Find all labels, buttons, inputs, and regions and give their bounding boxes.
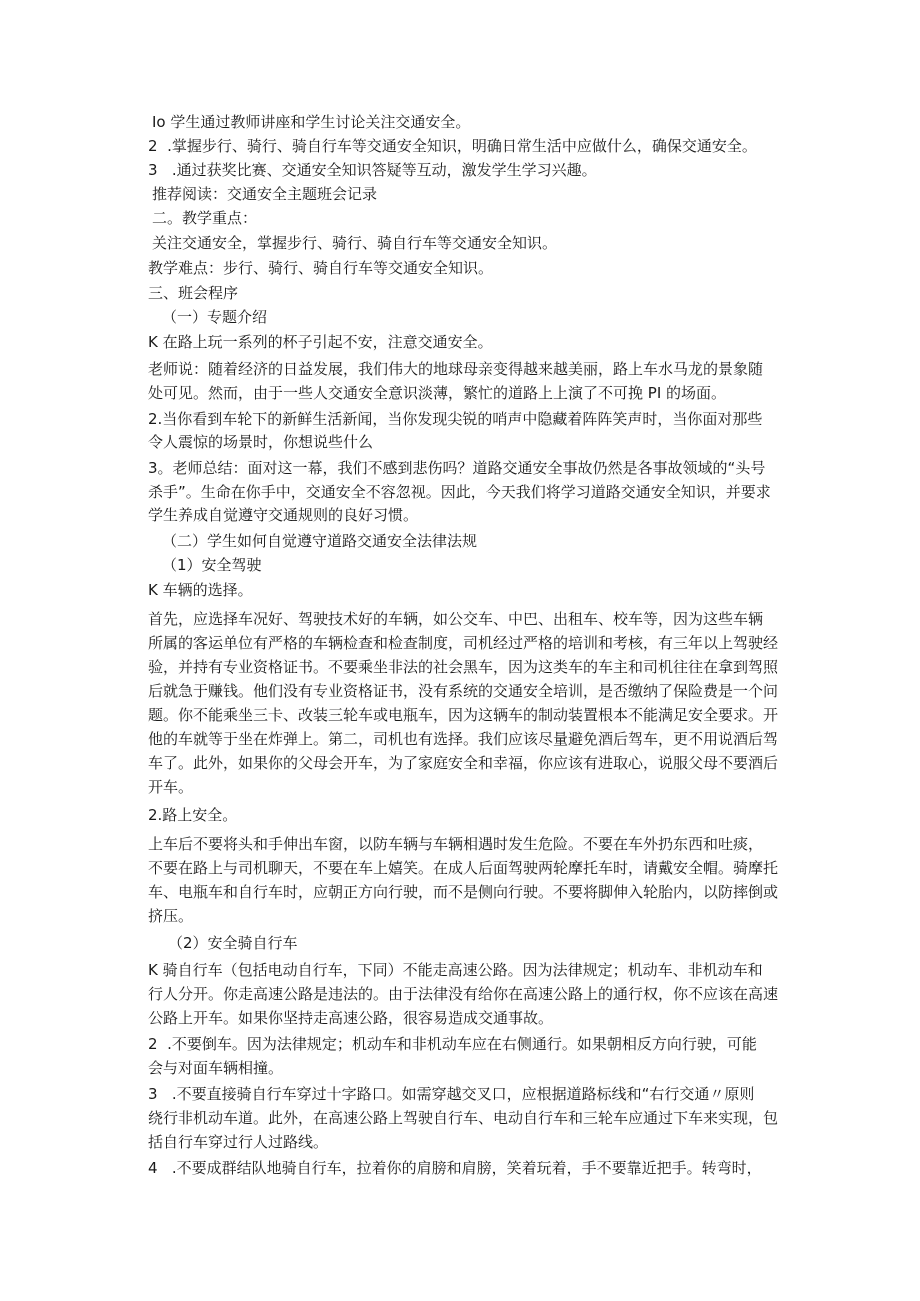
bike-2-line-1: 2 .不要倒车。因为法律规定；机动车和非机动车应在右侧通行。如果朝相反方向行驶，可能 xyxy=(148,1035,757,1053)
vehicle-para-1: 首先，应选择车况好、驾驶技术好的车辆，如公交车、中巴、出租车、校车等，因为这些车辆 xyxy=(148,610,764,628)
vehicle-para-5: 题。你不能乘坐三卡、改装三轮车或电瓶车，因为这辆车的制动装置根本不能满足安全要求。开 xyxy=(148,706,779,724)
objective-2: 2 .掌握步行、骑行、骑自行车等交通安全知识，明确日常生活中应做什么，确保交通安全。 xyxy=(148,137,757,155)
vehicle-para-4: 后就急于赚钱。他们没有专业资格证书，没有系统的交通安全培训，是否缴纳了保险费是一个问 xyxy=(148,682,779,700)
teacher-line-1: 老师说：随着经济的日益发展，我们伟大的地球母亲变得越来越美丽，路上车水马龙的景象随 xyxy=(148,360,764,378)
road-safety-title: 2.路上安全。 xyxy=(148,806,238,824)
part2-title: （二）学生如何自觉遵守道路交通安全法律法规 xyxy=(162,532,478,550)
procedure-heading: 三、班会程序 xyxy=(148,284,239,302)
item2-line-2: 令人震惊的场景时，你想说些什么 xyxy=(148,433,374,451)
vehicle-para-7: 车了。此外，如果你的父母会开车，为了家庭安全和幸福，你应该有进取心，说服父母不要酒后 xyxy=(148,754,779,772)
key-points-heading: 二。教学重点： xyxy=(152,209,258,227)
bike-3-line-1: 3 .不要直接骑自行车穿过十字路口。如需穿越交叉口，应根据道路标线和“右行交通〃原则 xyxy=(148,1085,755,1103)
bike-k-line-2: 行人分开。你走高速公路是违法的。由于法律没有给你在高速公路上的通行权，你不应该在高速 xyxy=(148,985,779,1003)
bike-3-line-2: 绕行非机动车道。此外，在高速公路上驾驶自行车、电动自行车和三轮车应通过下车来实现，包 xyxy=(148,1109,779,1127)
road-para-4: 挤压。 xyxy=(148,907,194,925)
road-para-1: 上车后不要将头和手伸出车窗，以防车辆与车辆相遇时发生危险。不要在车外扔东西和吐痰， xyxy=(148,835,764,853)
vehicle-choice-title: K 车辆的选择。 xyxy=(148,581,253,599)
bike-k-line-3: 公路上开车。如果你坚持走高速公路，很容易造成交通事故。 xyxy=(148,1009,554,1027)
road-para-3: 车、电瓶车和自行车时，应朝正方向行驶，而不是侧向行驶。不要将脚伸入轮胎内，以防摔倒或 xyxy=(148,883,779,901)
bike-3-line-3: 括自行车穿过行人过路线。 xyxy=(148,1133,329,1151)
bike-4-line-1: 4 .不要成群结队地骑自行车，拉着你的肩膀和肩膀，笑着玩着，手不要靠近把手。转弯时， xyxy=(148,1159,762,1177)
recommended-reading: 推荐阅读：交通安全主题班会记录 xyxy=(152,185,378,203)
part1-k-line: K 在路上玩一系列的杯子引起不安，注意交通安全。 xyxy=(148,333,493,351)
objective-1: Io 学生通过教师讲座和学生讨论关注交通安全。 xyxy=(152,113,471,131)
road-para-2: 不要在路上与司机聊天，不要在车上嬉笑。在成人后面驾驶两轮摩托车时，请戴安全帽。骑摩托 xyxy=(148,859,779,877)
difficulty-line: 教学难点：步行、骑行、骑自行车等交通安全知识。 xyxy=(148,259,494,277)
item3-line-2: 杀手”。生命在你手中，交通安全不容忽视。因此，今天我们将学习道路交通安全知识，并要求 xyxy=(148,483,771,501)
sub1-title: （1）安全驾驶 xyxy=(162,556,262,574)
item2-line-1: 2.当你看到车轮下的新鲜生活新闻，当你发现尖锐的哨声中隐藏着阵阵笑声时，当你面对那些 xyxy=(148,410,763,428)
part1-title: （一）专题介绍 xyxy=(162,308,268,326)
teacher-line-2: 处可见。然而，由于一些人交通安全意识淡薄，繁忙的道路上上演了不可挽 PI 的场面。 xyxy=(148,384,727,402)
sub2-title: （2）安全骑自行车 xyxy=(168,934,298,952)
bike-2-line-2: 会与对面车辆相撞。 xyxy=(148,1059,284,1077)
vehicle-para-3: 验，并持有专业资格证书。不要乘坐非法的社会黑车，因为这类车的车主和司机往往在拿到驾照 xyxy=(148,658,779,676)
vehicle-para-2: 所属的客运单位有严格的车辆检查和检查制度，司机经过严格的培训和考核，有三年以上驾驶经 xyxy=(148,634,779,652)
item3-line-3: 学生养成自觉遵守交通规则的良好习惯。 xyxy=(148,506,419,524)
item3-line-1: 3。老师总结：面对这一幕，我们不感到悲伤吗？道路交通安全事故仍然是各事故领域的“头号 xyxy=(148,459,766,477)
objective-3: 3 .通过获奖比赛、交通安全知识答疑等互动，激发学生学习兴趣。 xyxy=(148,161,597,179)
key-points-content: 关注交通安全，掌握步行、骑行、骑自行车等交通安全知识。 xyxy=(152,234,558,252)
vehicle-para-8: 开车。 xyxy=(148,778,194,796)
vehicle-para-6: 他的车就等于坐在炸弹上。第二，司机也有选择。我们应该尽量避免酒后驾车，更不用说酒后驾 xyxy=(148,730,779,748)
bike-k-line-1: K 骑自行车（包括电动自行车，下同）不能走高速公路。因为法律规定；机动车、非机动车和 xyxy=(148,961,763,979)
